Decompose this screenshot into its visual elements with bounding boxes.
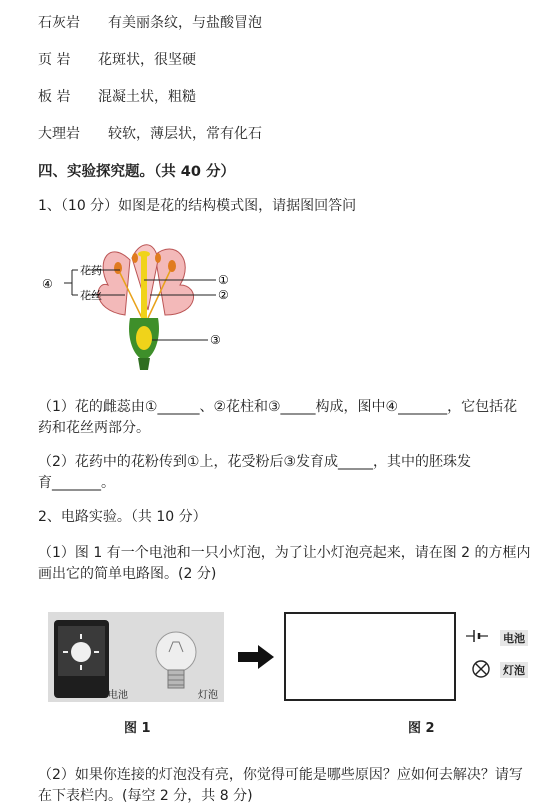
marker-2: ② <box>218 288 229 302</box>
q1-title: 1、（10 分）如图是花的结构模式图，请据图回答问 <box>38 198 357 214</box>
marker-3: ③ <box>210 333 221 347</box>
figure-1-photo <box>48 612 224 702</box>
fig1-battery-label: 电池 <box>108 690 128 701</box>
q2-sub1-line2: 画出它的简单电路图。(2 分) <box>38 566 217 582</box>
right-arrow-icon <box>238 645 274 673</box>
q1-sub2-line1: （2）花药中的花粉传到①上，花受粉后③发育成_____，其中的胚珠发 <box>38 454 472 470</box>
rock-name-3: 板 岩 <box>38 89 71 105</box>
battery-symbol-icon <box>466 628 492 648</box>
rock-name-2: 页 岩 <box>38 52 71 68</box>
fig1-bulb-label: 灯泡 <box>198 690 218 701</box>
sun-icon <box>71 642 91 662</box>
fig1-caption: 图 1 <box>124 721 151 736</box>
bulb-symbol-icon <box>471 659 491 683</box>
fig2-caption: 图 2 <box>408 721 435 736</box>
rock-name-1: 石灰岩 <box>38 15 80 31</box>
q1-sub2-line2: 育_______。 <box>38 475 115 491</box>
marker-1: ① <box>218 273 229 287</box>
legend-battery-label: 电池 <box>500 630 528 646</box>
bulb-icon <box>156 632 196 672</box>
rock-name-4: 大理岩 <box>38 126 80 142</box>
rock-desc-2: 花斑状，很坚硬 <box>98 52 196 68</box>
q2-sub1-line1: （1）图 1 有一个电池和一只小灯泡，为了让小灯泡亮起来，请在图 2 的方框内 <box>38 545 531 561</box>
q2-title: 2、电路实验。（共 10 分） <box>38 509 207 525</box>
flower-diagram <box>40 240 240 370</box>
label-filament: 花丝 <box>80 289 102 302</box>
q2-sub2-line2: 在下表栏内。(每空 2 分，共 8 分) <box>38 788 253 804</box>
figure-2-box[interactable] <box>284 612 456 701</box>
legend-bulb-label: 灯泡 <box>500 662 528 678</box>
q1-sub1-line2: 药和花丝两部分。 <box>38 420 150 436</box>
q1-sub1-line1: （1）花的雌蕊由①______、②花柱和③_____构成，图中④_______，它包括花 <box>38 399 518 415</box>
section-heading: 四、实验探究题。（共 40 分） <box>38 164 236 180</box>
rock-desc-4: 较软，薄层状，常有化石 <box>108 126 262 142</box>
marker-4: ④ <box>42 277 53 291</box>
q2-sub2-line1: （2）如果你连接的灯泡没有亮，你觉得可能是哪些原因？应如何去解决？请写 <box>38 767 523 783</box>
rock-desc-1: 有美丽条纹，与盐酸冒泡 <box>108 15 262 31</box>
rock-desc-3: 混凝土状，粗糙 <box>98 89 196 105</box>
label-anther: 花药 <box>80 264 102 277</box>
